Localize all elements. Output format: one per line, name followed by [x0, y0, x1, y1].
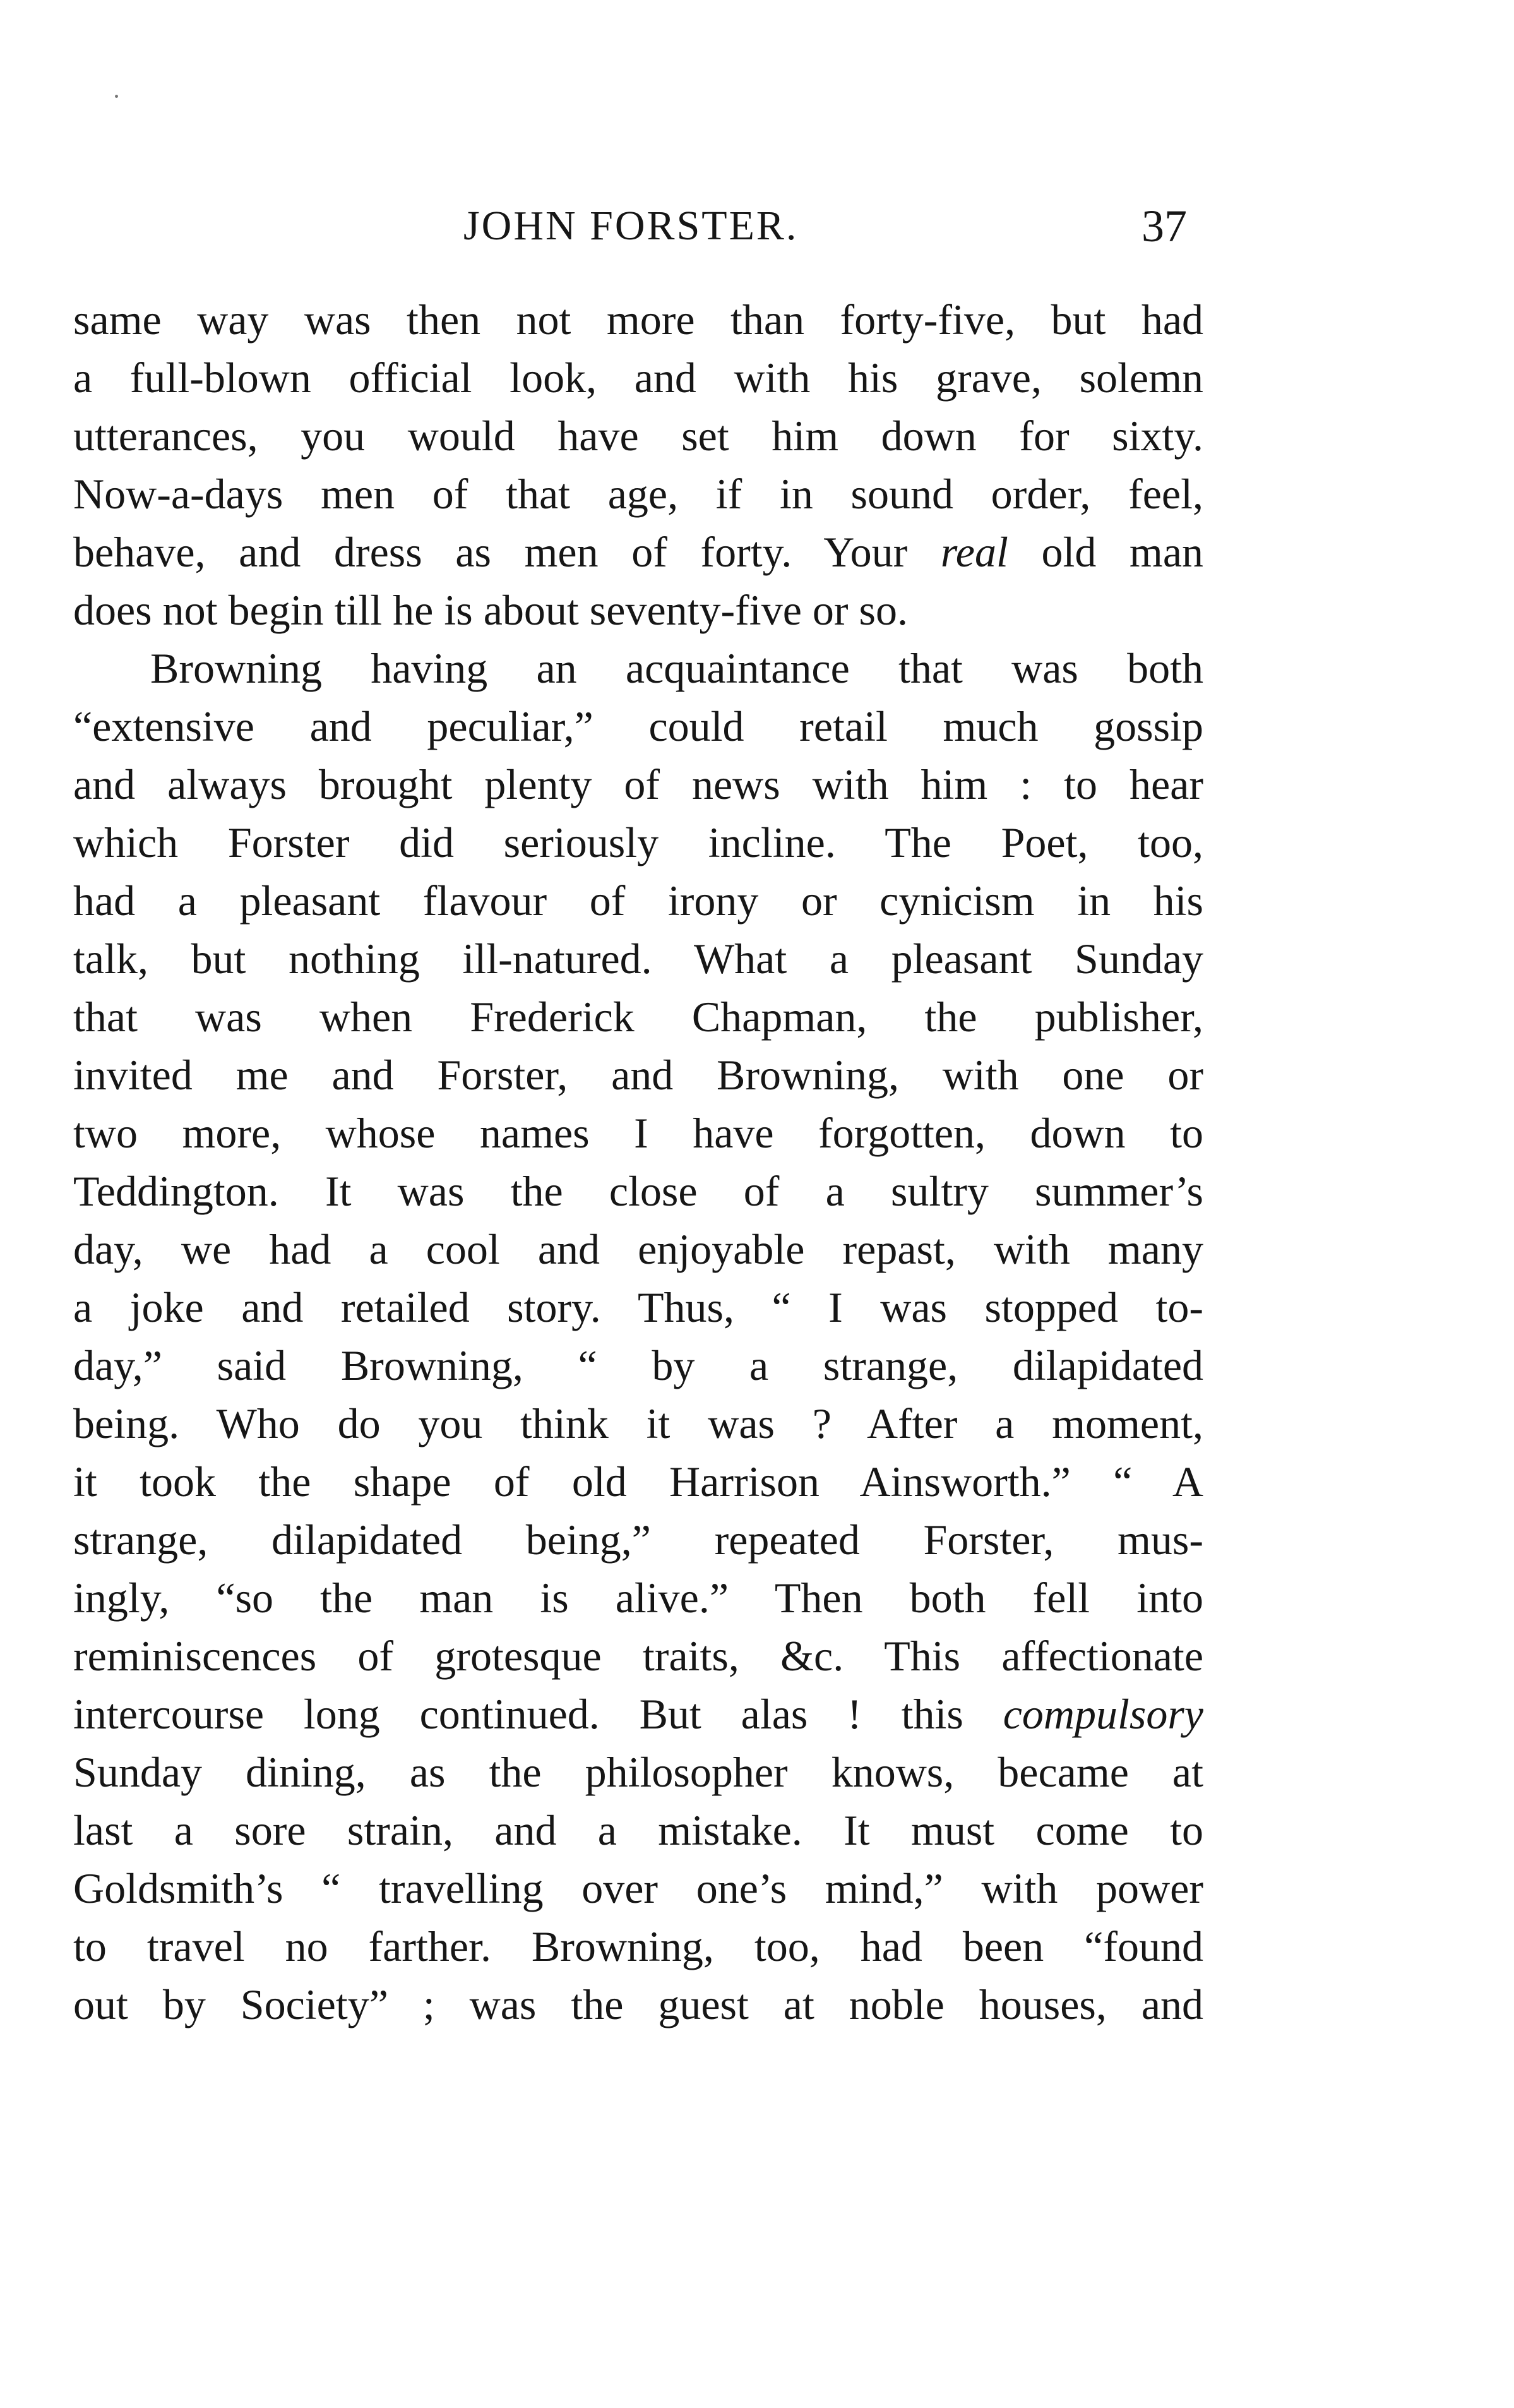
- text-line: ingly, “so the man is alive.” Then both fell into: [73, 1574, 1203, 1622]
- text-line: reminiscences of grotesque traits, &c. This affectionate: [73, 1632, 1203, 1680]
- text-line: it took the shape of old Harrison Ainsworth.” “ A: [73, 1458, 1203, 1506]
- paragraph-first-line: Browning having an acquaintance that was both: [150, 644, 1203, 692]
- text-line: and always brought plenty of news with him : to hear: [73, 760, 1203, 808]
- text-line: Now-a-days men of that age, if in sound order, feel,: [73, 470, 1203, 518]
- text-line: to travel no farther. Browning, too, had been “found: [73, 1922, 1203, 1970]
- text-line: [73, 1685, 1203, 1743]
- text-line: last a sore strain, and a mistake. It must come to: [73, 1806, 1203, 1854]
- text-line: strange, dilapidated being,” repeated Forster, mus-: [73, 1516, 1203, 1564]
- page-header: [0, 201, 1514, 251]
- text-line: that was when Frederick Chapman, the publisher,: [73, 993, 1203, 1041]
- text-line: does not begin till he is about seventy-five or so.: [73, 586, 908, 634]
- text-line: out by Society” ; was the guest at noble houses, and: [73, 1980, 1203, 2028]
- text-line: talk, but nothing ill-natured. What a pleasant Sunday: [73, 935, 1203, 983]
- page-number: 37: [1141, 201, 1187, 251]
- text-line: day,” said Browning, “ by a strange, dilapidated: [73, 1341, 1203, 1389]
- text-line: “extensive and peculiar,” could retail much gossip: [73, 702, 1203, 750]
- text-line: two more, whose names I have forgotten, down to: [73, 1109, 1203, 1157]
- text-line: utterances, you would have set him down for sixty.: [73, 412, 1203, 460]
- text-line: same way was then not more than forty-five, but had: [73, 296, 1203, 344]
- text-line: Sunday dining, as the philosopher knows, became at: [73, 1748, 1203, 1796]
- text-line: being. Who do you think it was ? After a moment,: [73, 1399, 1203, 1447]
- text-line: [73, 523, 1203, 581]
- text-line: Teddington. It was the close of a sultry summer’s: [73, 1167, 1203, 1215]
- italic-emphasis: compulsory: [1003, 1690, 1203, 1738]
- text-line: Goldsmith’s “ travelling over one’s mind,” with power: [73, 1864, 1203, 1912]
- text-run: intercourse long continued. But alas ! this: [73, 1690, 1003, 1738]
- text-run: old man: [1008, 528, 1203, 576]
- italic-emphasis: real: [940, 528, 1008, 576]
- text-line: which Forster did seriously incline. The Poet, too,: [73, 818, 1203, 866]
- text-line: invited me and Forster, and Browning, with one or: [73, 1051, 1203, 1099]
- running-head: JOHN FORSTER.: [463, 203, 799, 249]
- text-line: had a pleasant flavour of irony or cynicism in his: [73, 877, 1203, 925]
- print-speck: [115, 95, 118, 98]
- text-line: a joke and retailed story. Thus, “ I was stopped to-: [73, 1283, 1203, 1331]
- text-run: behave, and dress as men of forty. Your: [73, 528, 941, 576]
- body-text: [73, 291, 1203, 2034]
- text-line: day, we had a cool and enjoyable repast, with many: [73, 1225, 1203, 1273]
- text-line: a full-blown official look, and with his grave, solemn: [73, 354, 1203, 402]
